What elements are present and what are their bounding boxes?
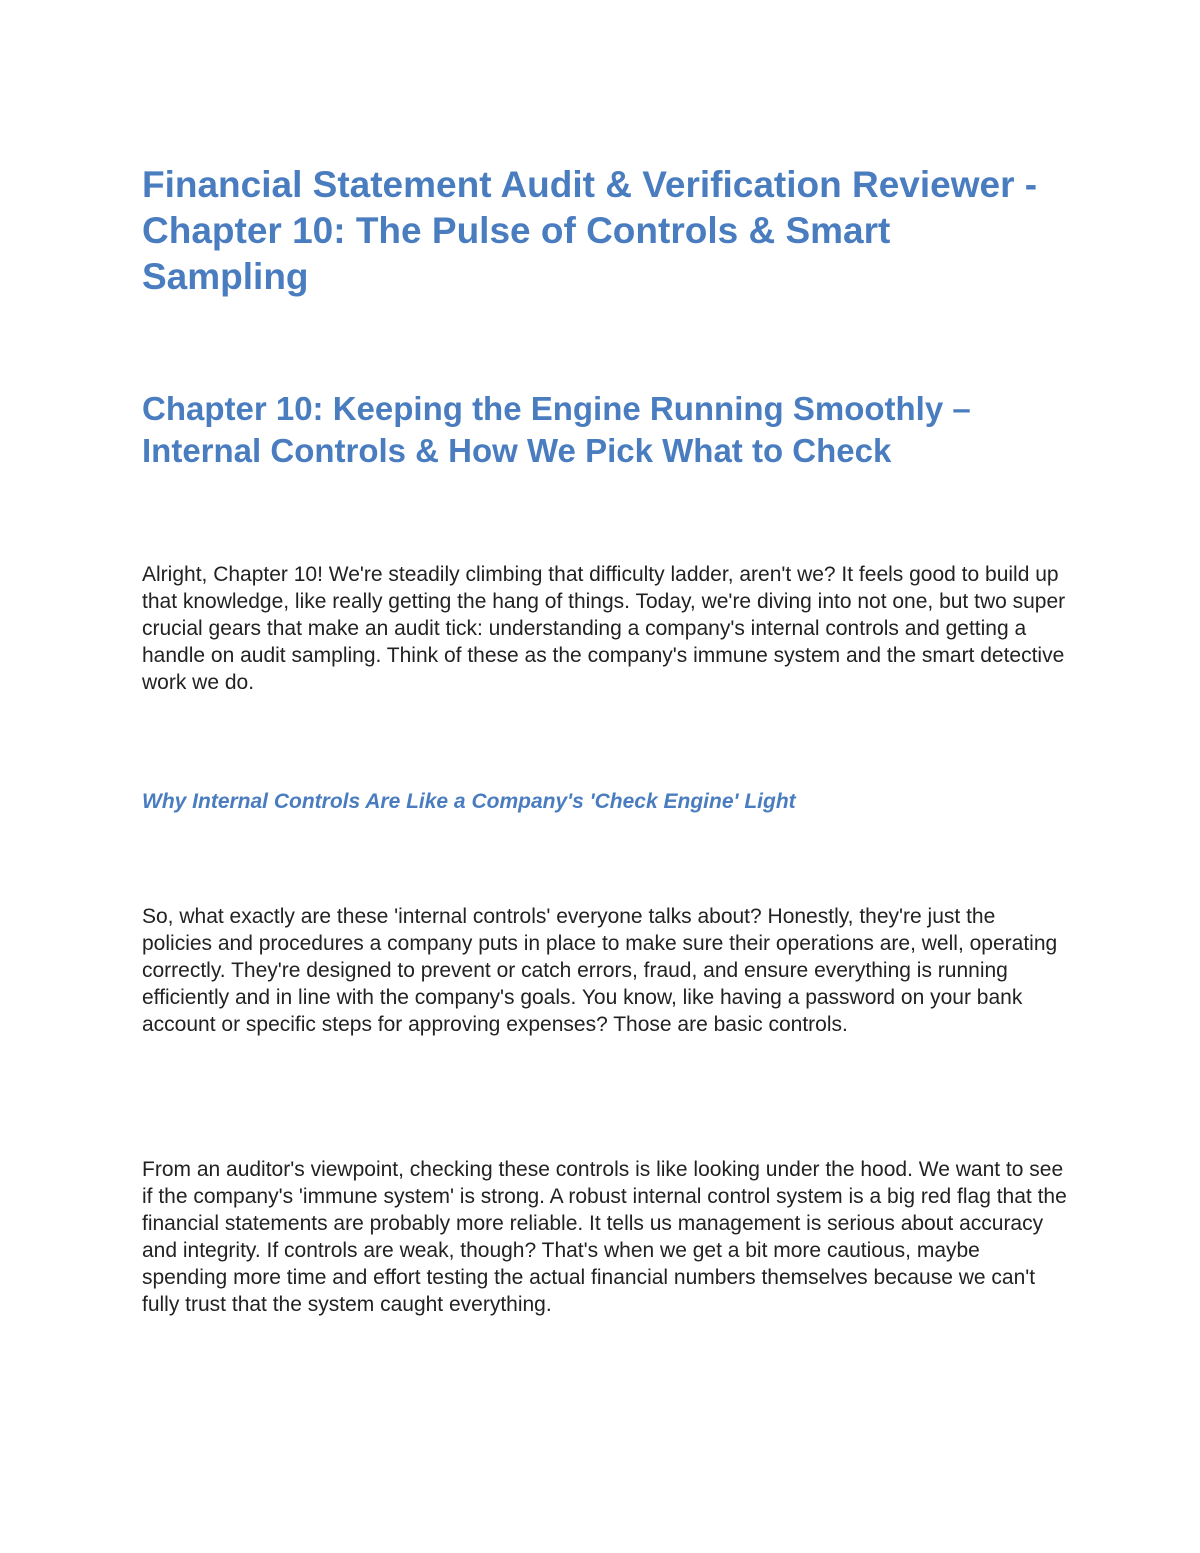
intro-paragraph: Alright, Chapter 10! We're steadily climbing that difficulty ladder, aren't we? It feels good to build up that knowledge, like really getting the hang of things. Today, we're diving into not one, but two super crucial gears that make an audit tick: understanding a company's internal controls and getting a handle on audit sampling. Think of these as the company's immune system and the smart detective work we do.: [142, 563, 1066, 694]
chapter-heading: Chapter 10: Keeping the Engine Running Smoothly – Internal Controls & How We Pick What to Check: [142, 390, 971, 469]
body-paragraph-2: So, what exactly are these 'internal controls' everyone talks about? Honestly, they're just the policies and procedures a company puts in place to make sure their operations are, well, operating correctly. They're designed to prevent or catch errors, fraud, and ensure everything is running efficiently and in line with the company's goals. You know, like having a password on your bank account or specific steps for approving expenses? Those are basic controls.: [142, 905, 1058, 1036]
body-paragraph-3: From an auditor's viewpoint, checking these controls is like looking under the hood. We want to see if the company's 'immune system' is strong. A robust internal control system is a big red flag that the financial statements are probably more reliable. It tells us management is serious about accuracy and integrity. If controls are weak, though? That's when we get a bit more cautious, maybe spending more time and effort testing the actual financial numbers themselves because we can't fully trust that the system caught everything.: [142, 1158, 1067, 1316]
document-title: Financial Statement Audit & Verification Reviewer - Chapter 10: The Pulse of Controls & Smart Sampling: [142, 164, 1038, 297]
section-heading: Why Internal Controls Are Like a Company's 'Check Engine' Light: [142, 790, 796, 813]
